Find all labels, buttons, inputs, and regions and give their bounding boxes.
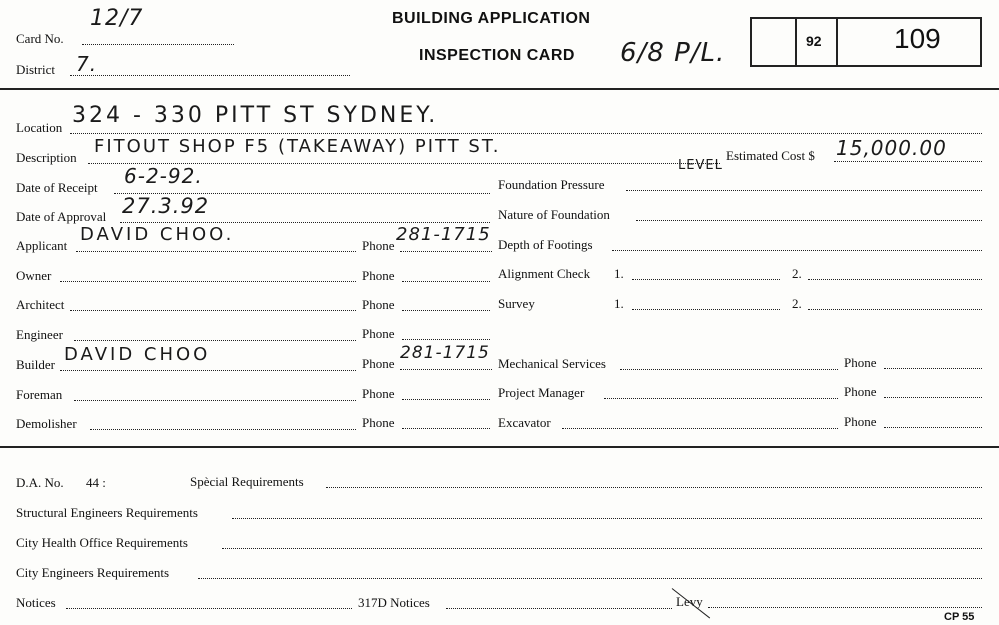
- applicant-label: Applicant: [16, 238, 68, 253]
- mechanical-services-label: Mechanical Services: [498, 356, 606, 371]
- survey-num-1: 1.: [614, 296, 624, 311]
- builder-phone-line: [400, 369, 492, 370]
- box-large-number: 109: [894, 23, 941, 54]
- district-line: [70, 75, 350, 76]
- project-manager-phone-line: [884, 397, 982, 398]
- mechanical-services-line: [620, 369, 838, 370]
- date-of-receipt-value: 6-2-92.: [124, 164, 203, 188]
- card-no-line: [82, 44, 234, 45]
- date-of-approval-label: Date of Approval: [16, 209, 107, 224]
- location-label: Location: [16, 120, 63, 135]
- builder-value: DAVID CHOO: [64, 344, 211, 365]
- form-code: CP 55: [944, 611, 975, 623]
- excavator-label: Excavator: [498, 415, 551, 430]
- builder-phone-value: 281-1715: [400, 343, 490, 363]
- location-line: [70, 133, 982, 134]
- foreman-phone-label: Phone: [362, 386, 395, 401]
- architect-line: [70, 310, 356, 311]
- alignment-check-label: Alignment Check: [498, 266, 591, 281]
- owner-phone-label: Phone: [362, 268, 395, 283]
- foreman-label: Foreman: [16, 387, 63, 402]
- mechanical-phone-label: Phone: [844, 355, 877, 370]
- card-no-value: 12/7: [90, 6, 144, 31]
- builder-phone-label: Phone: [362, 356, 395, 371]
- card-title-line1: BUILDING APPLICATION: [392, 10, 591, 27]
- health-line: [222, 548, 982, 549]
- applicant-value: DAVID CHOO.: [80, 224, 235, 245]
- card-no-label: Card No.: [16, 31, 64, 46]
- foreman-phone-line: [402, 399, 490, 400]
- mechanical-phone-line: [884, 368, 982, 369]
- alignment-num-1: 1.: [614, 266, 624, 281]
- applicant-phone-label: Phone: [362, 238, 395, 253]
- date-of-approval-value: 27.3.92: [122, 194, 210, 218]
- notices-line: [66, 608, 352, 609]
- da-no-value: 44 :: [86, 475, 106, 490]
- description-label: Description: [16, 150, 77, 165]
- nature-of-foundation-label: Nature of Foundation: [498, 207, 610, 222]
- card-number-box: [750, 17, 982, 67]
- box-small-number: 92: [806, 33, 822, 49]
- nature-of-foundation-line: [636, 220, 982, 221]
- engineer-label: Engineer: [16, 327, 63, 342]
- survey-line-1: [632, 309, 780, 310]
- structural-label: Structural Engineers Requirements: [16, 505, 198, 520]
- title-annotation: 6/8 P/L.: [620, 38, 726, 68]
- demolisher-label: Demolisher: [16, 416, 77, 431]
- description-value-2: LEVEL: [678, 158, 723, 173]
- excavator-phone-label: Phone: [844, 414, 877, 429]
- alignment-num-2: 2.: [792, 266, 802, 281]
- architect-phone-line: [402, 310, 490, 311]
- district-value: 7.: [76, 52, 98, 76]
- project-manager-label: Project Manager: [498, 385, 585, 400]
- special-requirements-label: Spècial Requirements: [190, 474, 304, 489]
- owner-phone-line: [402, 281, 490, 282]
- alignment-line-1: [632, 279, 780, 280]
- engineer-line: [74, 340, 356, 341]
- estimated-cost-line: [834, 161, 982, 162]
- special-requirements-line: [326, 487, 982, 488]
- health-label: City Health Office Requirements: [16, 535, 188, 550]
- alignment-line-2: [808, 279, 982, 280]
- project-manager-phone-label: Phone: [844, 384, 877, 399]
- demolisher-phone-label: Phone: [362, 415, 395, 430]
- foreman-line: [74, 400, 356, 401]
- applicant-line: [76, 251, 356, 252]
- survey-num-2: 2.: [792, 296, 802, 311]
- foundation-pressure-label: Foundation Pressure: [498, 177, 605, 192]
- engineer-phone-line: [402, 339, 490, 340]
- levy-label: Levy: [676, 594, 703, 609]
- location-value: 324 - 330 PITT ST SYDNEY.: [72, 103, 439, 128]
- survey-line-2: [808, 309, 982, 310]
- estimated-cost-value: 15,000.00: [836, 136, 947, 160]
- demolisher-phone-line: [402, 428, 490, 429]
- depth-of-footings-line: [612, 250, 982, 251]
- header-divider: [0, 88, 999, 90]
- builder-label: Builder: [16, 357, 55, 372]
- architect-label: Architect: [16, 297, 65, 312]
- middle-divider: [0, 446, 999, 448]
- owner-line: [60, 281, 356, 282]
- owner-label: Owner: [16, 268, 52, 283]
- card-title-line2: INSPECTION CARD: [419, 47, 575, 64]
- survey-label: Survey: [498, 296, 535, 311]
- excavator-line: [562, 428, 838, 429]
- city-engineers-label: City Engineers Requirements: [16, 565, 170, 580]
- levy-line: [708, 607, 982, 608]
- builder-line: [60, 370, 356, 371]
- project-manager-line: [604, 398, 838, 399]
- notices-317d-label: 317D Notices: [358, 595, 430, 610]
- district-label: District: [16, 62, 55, 77]
- date-of-approval-line: [120, 222, 490, 223]
- estimated-cost-label: Estimated Cost $: [726, 148, 815, 163]
- excavator-phone-line: [884, 427, 982, 428]
- engineer-phone-label: Phone: [362, 326, 395, 341]
- notices-label: Notices: [16, 595, 56, 610]
- structural-line: [232, 518, 982, 519]
- city-engineers-line: [198, 578, 982, 579]
- foundation-pressure-line: [626, 190, 982, 191]
- notices-317d-line: [446, 608, 672, 609]
- description-value: FITOUT SHOP F5 (TAKEAWAY) PITT ST.: [94, 136, 501, 157]
- applicant-phone-line: [400, 251, 492, 252]
- date-of-receipt-label: Date of Receipt: [16, 180, 98, 195]
- da-no-label: D.A. No.: [16, 475, 64, 490]
- depth-of-footings-label: Depth of Footings: [498, 237, 593, 252]
- architect-phone-label: Phone: [362, 297, 395, 312]
- demolisher-line: [90, 429, 356, 430]
- applicant-phone-value: 281-1715: [396, 224, 491, 245]
